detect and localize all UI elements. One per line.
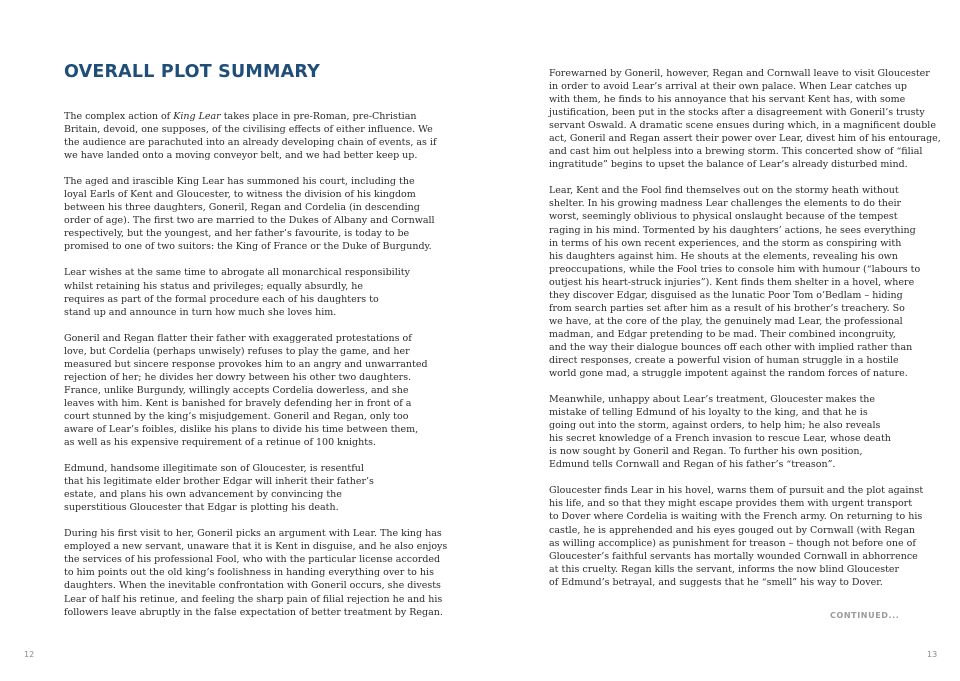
- text-line: as willing accomplice) as punishment for treason – though not before one of: [549, 537, 916, 549]
- paragraph-gloucester-blinded: [549, 484, 924, 588]
- right-column: [549, 67, 941, 602]
- text-line: stand up and announce in turn how much she loves him.: [64, 306, 337, 318]
- text-line: respectively, but the youngest, and her father’s favourite, is today to be: [64, 228, 410, 240]
- text-line: his secret knowledge of a French invasion to rescue Lear, whose death: [549, 433, 891, 445]
- text-line: shelter. In his growing madness Lear challenges the elements to do their: [549, 198, 902, 210]
- text-line: they discover Edgar, disguised as the lunatic Poor Tom o’Bedlam – hiding: [549, 289, 903, 301]
- text-line: Edmund, handsome illegitimate son of Gloucester, is resentful: [64, 463, 364, 475]
- text-line: the audience are parachuted into an already developing chain of events, as if: [64, 137, 437, 149]
- text-line: to Dover where Cordelia is waiting with the French army. On returning to his: [549, 511, 923, 523]
- text-line: love, but Cordelia (perhaps unwisely) refuses to play the game, and her: [64, 345, 410, 357]
- text-line: the services of his professional Fool, who with the particular license accorded: [64, 554, 441, 566]
- text-line: direct responses, create a powerful vision of human struggle in a hostile: [549, 354, 899, 366]
- text-line: outjest his heart-struck injuries”). Kent finds them shelter in a hovel, where: [549, 276, 915, 288]
- page-number: 13: [927, 650, 938, 659]
- text-line: Meanwhile, unhappy about Lear’s treatment, Gloucester makes the: [549, 394, 876, 406]
- text-line: is now sought by Goneril and Regan. To further his own position,: [549, 446, 863, 458]
- text-line: employed a new servant, unaware that it is Kent in disguise, and he also enjoys: [64, 541, 448, 553]
- text-line: promised to one of two suitors: the King of France or the Duke of Burgundy.: [64, 241, 432, 253]
- text-line: between his three daughters, Goneril, Regan and Cordelia (in descending: [64, 202, 420, 214]
- text-line: from search parties set after him as a result of his brother’s treachery. So: [549, 302, 905, 314]
- paragraph-division-of-kingdom: [64, 175, 435, 253]
- paragraph-intro: [64, 110, 437, 162]
- text-line: as well as his expensive requirement of a retinue of 100 knights.: [64, 437, 376, 449]
- text-line: rejection of her; he divides her dowry between his other two daughters.: [64, 371, 412, 383]
- text-line: we have, at the core of the play, the genuinely mad Lear, the professional: [549, 315, 903, 327]
- text-line: Forewarned by Goneril, however, Regan and Cornwall leave to visit Gloucester: [549, 68, 930, 79]
- text-line: with them, he finds to his annoyance that his servant Kent has, with some: [549, 94, 906, 106]
- text-line: followers leave abruptly in the false expectation of better treatment by Regan.: [64, 606, 443, 618]
- text-line: we have landed onto a moving conveyor belt, and we had better keep up.: [64, 150, 418, 162]
- page-title: OVERALL PLOT SUMMARY: [64, 62, 320, 82]
- text-line: France, unlike Burgundy, willingly accepts Cordelia dowerless, and she: [64, 384, 409, 396]
- text-line: estate, and plans his own advancement by convincing the: [64, 489, 342, 501]
- text-line: going out into the storm, against orders, to help him; he also reveals: [549, 420, 881, 432]
- text-line: The aged and irascible King Lear has summoned his court, including the: [64, 176, 415, 188]
- text-line: whilst retaining his status and privileges; equally absurdly, he: [64, 280, 363, 292]
- text-line: loyal Earls of Kent and Gloucester, to witness the division of his kingdom: [64, 189, 416, 201]
- play-title-italic: King Lear: [173, 111, 221, 122]
- text-line: measured but sincere response provokes him to an angry and unwarranted: [64, 358, 428, 370]
- text-line: justification, been put in the stocks after a disagreement with Goneril’s trusty: [549, 107, 925, 119]
- text-line: raging in his mind. Tormented by his daughters’ actions, he sees everything: [549, 224, 916, 236]
- text-line: in terms of his own recent experiences, and the storm as conspiring with: [549, 237, 902, 249]
- text-line: Edmund tells Cornwall and Regan of his father’s “treason”.: [549, 459, 836, 471]
- text-line: order of age). The first two are married to the Dukes of Albany and Cornwall: [64, 215, 435, 227]
- text-line: to him points out the old king’s foolishness in handing everything over to his: [64, 567, 434, 579]
- text-line: at this cruelty. Regan kills the servant, informs the now blind Gloucester: [549, 563, 900, 575]
- paragraph-storm: [549, 184, 921, 380]
- paragraph-love-test: [64, 266, 408, 318]
- text-line: leaves with him. Kent is banished for bravely defending her in front of a: [64, 397, 412, 409]
- text-line: madman, and Edgar pretending to be mad. Their combined incongruity,: [549, 328, 896, 340]
- paragraph-goneril-argument: [64, 527, 448, 618]
- text-line: Lear wishes at the same time to abrogate all monarchical responsibility: [64, 267, 410, 279]
- paragraph-edmund: [64, 462, 408, 514]
- text-line: During his first visit to her, Goneril picks an argument with Lear. The king has: [64, 528, 442, 540]
- text-line: daughters. When the inevitable confrontation with Goneril occurs, she divests: [64, 580, 441, 592]
- paragraph-forewarned: [549, 67, 941, 171]
- paragraph-gloucester-loyalty: [549, 393, 897, 471]
- text-line: Gloucester finds Lear in his hovel, warns them of pursuit and the plot against: [549, 485, 924, 497]
- text-line: superstitious Gloucester that Edgar is plotting his death.: [64, 502, 339, 514]
- text-line: act, Goneril and Regan assert their power over Lear, divest him of his entourage,: [549, 133, 941, 145]
- text-line: in order to avoid Lear’s arrival at their own palace. When Lear catches up: [549, 81, 907, 93]
- text-line: Britain, devoid, one supposes, of the civilising effects of either influence. We: [64, 124, 433, 136]
- text-line: Lear, Kent and the Fool find themselves out on the stormy heath without: [549, 185, 899, 197]
- paragraph-cordelia-rejection: [64, 332, 428, 449]
- text-line: and the way their dialogue bounces off each other with implied rather than: [549, 341, 913, 353]
- text-line: aware of Lear’s foibles, dislike his plans to divide his time between them,: [64, 423, 419, 435]
- text-line: requires as part of the formal procedure each of his daughters to: [64, 293, 379, 305]
- text-line: his life, and so that they might escape provides them with urgent transport: [549, 498, 913, 510]
- text-line: of Edmund’s betrayal, and suggests that he “smell” his way to Dover.: [549, 576, 883, 588]
- text-line: castle, he is apprehended and his eyes gouged out by Cornwall (with Regan: [549, 524, 916, 536]
- left-column: [64, 110, 448, 632]
- text-line: court stunned by the king’s misjudgement. Goneril and Regan, only too: [64, 410, 409, 422]
- text-line: Goneril and Regan flatter their father with exaggerated protestations of: [64, 332, 412, 344]
- text-line: servant Oswald. A dramatic scene ensues during which, in a magnificent double: [549, 120, 936, 132]
- text-line: preoccupations, while the Fool tries to console him with humour (“labours to: [549, 263, 921, 275]
- page-number: 12: [24, 650, 35, 659]
- text-line: world gone mad, a struggle impotent against the random forces of nature.: [549, 368, 908, 380]
- text-line: mistake of telling Edmund of his loyalty to the king, and that he is: [549, 407, 868, 419]
- continued-label: CONTINUED...: [830, 611, 900, 620]
- text-line: The complex action of King Lear takes place in pre-Roman, pre-Christian: [64, 111, 417, 122]
- text-line: ingratitude” begins to upset the balance of Lear’s already disturbed mind.: [549, 159, 908, 171]
- text-line: and cast him out helpless into a brewing storm. This concerted show of “filial: [549, 146, 923, 158]
- text-line: Lear of half his retinue, and feeling the sharp pain of filial rejection he and his: [64, 593, 443, 605]
- text-line: his daughters against him. He shouts at the elements, revealing his own: [549, 250, 898, 262]
- text-line: Gloucester’s faithful servants has mortally wounded Cornwall in abhorrence: [549, 550, 918, 562]
- text-line: that his legitimate elder brother Edgar will inherit their father’s: [64, 476, 374, 488]
- text-line: worst, seemingly oblivious to physical onslaught because of the tempest: [549, 211, 898, 223]
